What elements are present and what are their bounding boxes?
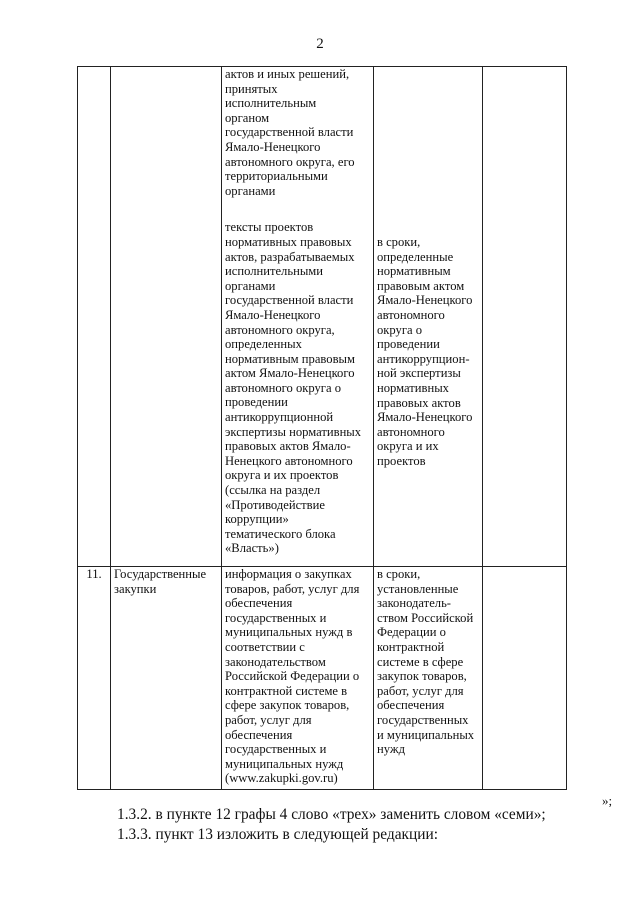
table-row	[78, 567, 567, 790]
paragraph-1-3-2: 1.3.2. в пункте 12 графы 4 слово «трех» заменить словом «семи»;	[117, 806, 546, 823]
cell-responsible	[483, 567, 567, 790]
cell-number	[78, 567, 111, 790]
table-row	[78, 67, 567, 567]
document-table	[77, 66, 567, 790]
content-part-1: актов и иных решений, принятых исполнительным органом государственной власти Ямало-Ненецкого автономного округа, его территориальными органами	[225, 67, 355, 198]
cell-deadline	[374, 567, 483, 790]
paragraph-1-3-3: 1.3.3. пункт 13 изложить в следующей редакции:	[117, 826, 438, 843]
row-number: 11.	[86, 567, 102, 581]
content-part-2: тексты проектов нормативных правовых актов, разрабатываемых исполнительными органами государственной власти Ямало-Ненецкого автономного округа, определенных нормативным правовым актом Ямало-Ненецкого автономного округа о проведении антикоррупционной экспертизы нормативных правовых актов Ямало- Ненецкого автономного округа и их проектов (ссылка на раздел «Противодействие коррупции» тематического блока «Власть»)	[225, 220, 362, 556]
cell-content	[222, 567, 374, 790]
deadline-text: в сроки, определенные нормативным правовым актом Ямало-Ненецкого автономного округа о проведении антикоррупцион- ной экспертизы нормативных правовых актов Ямало-Ненецкого автономного округа и их проектов	[377, 235, 473, 468]
cell-content	[222, 67, 374, 567]
cell-number	[78, 67, 111, 567]
page-number: 2	[316, 36, 324, 52]
section-name: Государственные закупки	[114, 567, 207, 596]
deadline-text: в сроки, установленные законодатель- ством Российской Федерации о контрактной системе в сфере закупок товаров, работ, услуг для обеспечения государственных и муниципальных нужд	[377, 567, 475, 757]
content-text: информация о закупках товаров, работ, услуг для обеспечения государственных и муниципальных нужд в соответствии с законодательством Российской Федерации о контрактной системе в сфере закупок товаров, работ, услуг для обеспечения государственных и муниципальных нужд (www.zakupki.gov.ru)	[225, 567, 360, 786]
cell-section	[111, 567, 222, 790]
cell-responsible	[483, 67, 567, 567]
cell-deadline	[374, 67, 483, 567]
closing-quote-mark: »;	[602, 793, 613, 808]
cell-section	[111, 67, 222, 567]
